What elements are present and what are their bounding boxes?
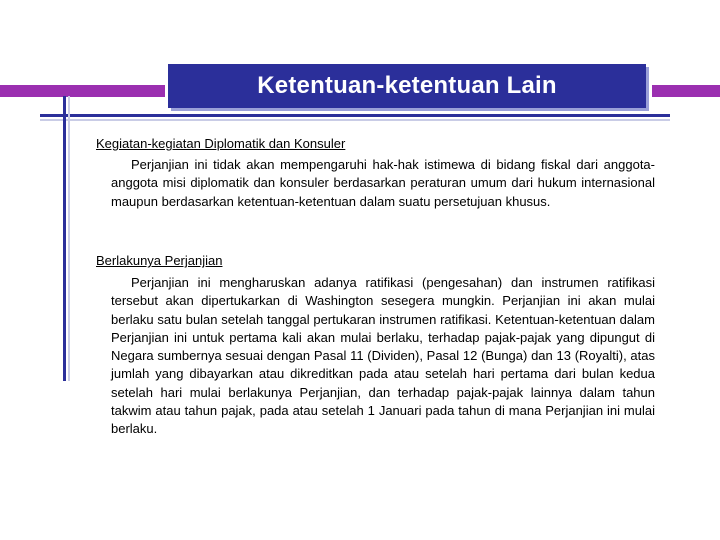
section-heading-diplomatik: Kegiatan-kegiatan Diplomatik dan Konsuler xyxy=(96,136,346,151)
slide-title: Ketentuan-ketentuan Lain xyxy=(257,72,557,99)
vertical-rule xyxy=(63,96,66,381)
section-body-berlakunya: Perjanjian ini mengharuskan adanya ratifikasi (pengesahan) dan instrumen ratifikasi tersebut akan dipertukarkan di Washington sesegera mungkin. Perjanjian ini akan mulai berlaku satu bulan setelah tanggal pertukaran instrumen ratifikasi. Ketentuan-ketentuan dalam Perjanjian ini untuk pertama kali akan mulai berlaku, terhadap pajak-pajak yang dipungut di Negara sumbernya sesuai dengan Pasal 11 (Dividen), Pasal 12 (Bunga) dan 13 (Royalti), atas jumlah yang dibayarkan atau dikreditkan pada atau setelah hari pertama dari bulan kedua setelah hari mulai berlakunya Perjanjian, dan terhadap pajak-pajak lainnya dalam tahun takwim atau tahun pajak, pada atau setelah 1 Januari pada tahun di mana Perjanjian ini mulai berlaku. xyxy=(111,275,655,437)
title-banner xyxy=(168,64,646,108)
decorative-bar-right xyxy=(652,85,720,97)
vertical-rule-shadow xyxy=(68,96,70,381)
horizontal-rule xyxy=(40,114,670,117)
decorative-bar-left xyxy=(0,85,165,97)
horizontal-rule-shadow xyxy=(40,119,670,121)
section-heading-berlakunya: Berlakunya Perjanjian xyxy=(96,253,223,268)
section-body-diplomatik: Perjanjian ini tidak akan mempengaruhi hak-hak istimewa di bidang fiskal dari anggota-anggota misi diplomatik dan konsuler berdasarkan peraturan umum dari hukum internasional maupun berdasarkan ketentuan-ketentuan dalam suatu persetujuan khusus. xyxy=(111,157,655,209)
